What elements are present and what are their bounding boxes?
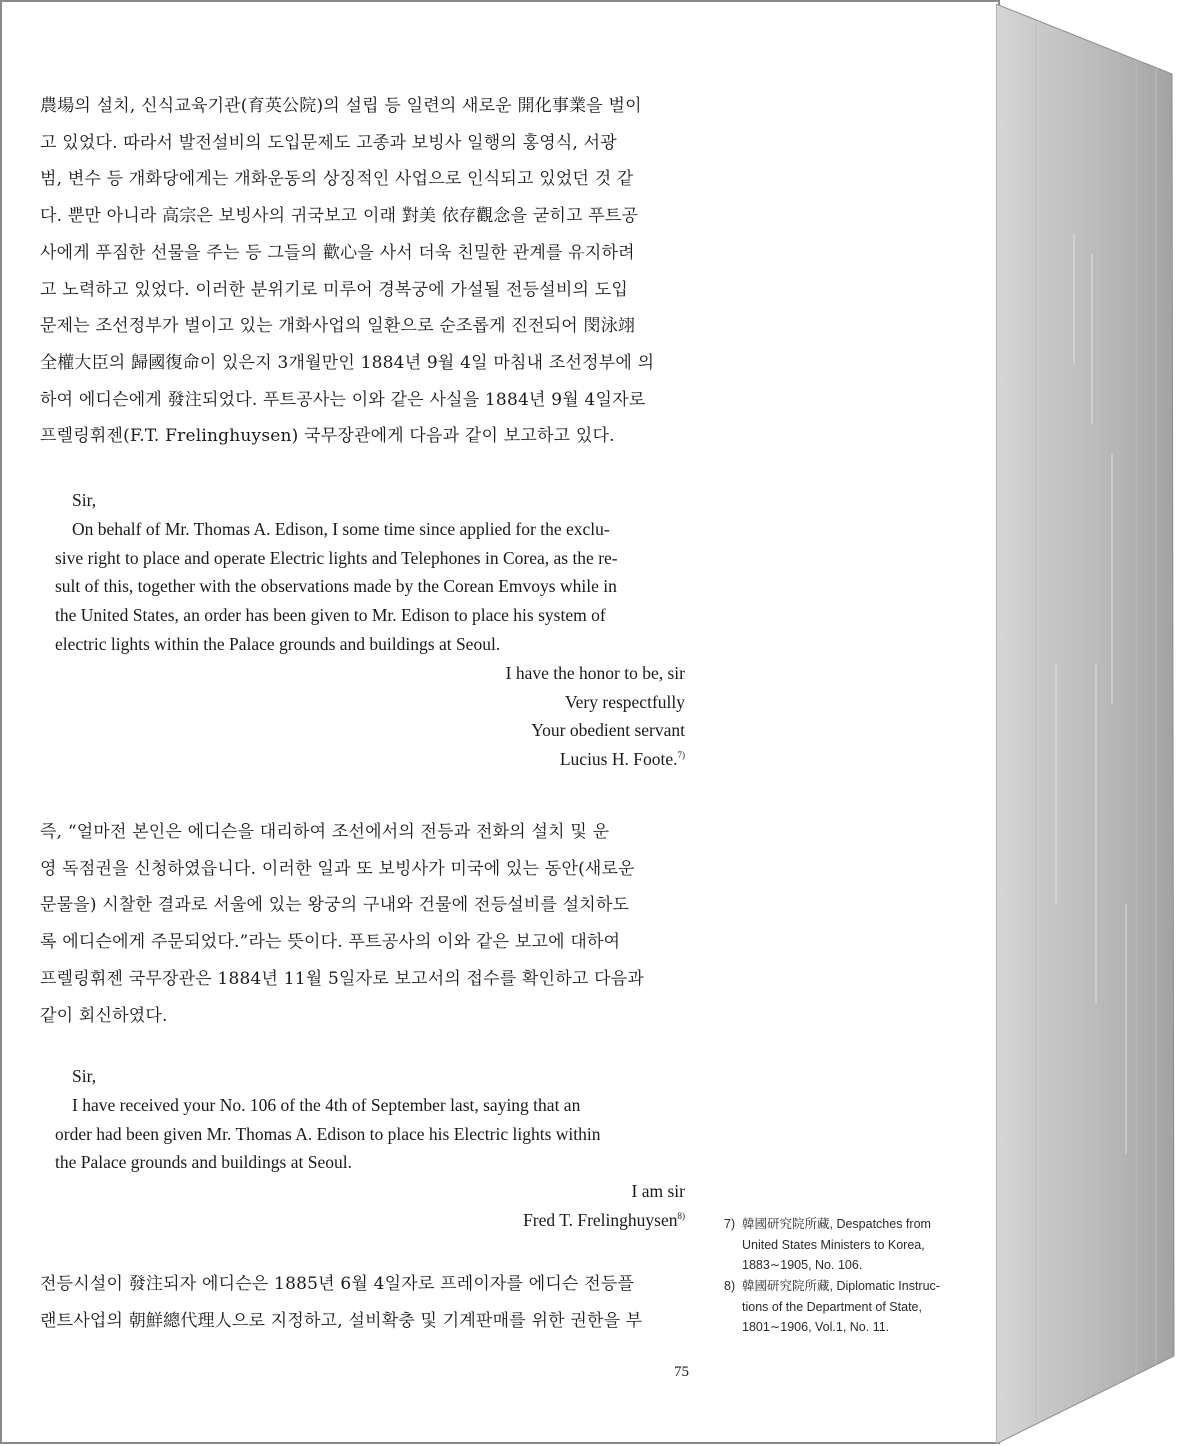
letter-body-line: order had been given Mr. Thomas A. Edison to place his Electric lights within — [55, 1123, 601, 1144]
footnote-7 — [724, 1214, 964, 1276]
footnote-text: 韓國研究院所藏, Diplomatic Instruc- — [742, 1279, 940, 1293]
signature-text: Fred T. Frelinghuysen — [523, 1209, 678, 1230]
letter-body-line: I have received your No. 106 of the 4th of September last, saying that an — [72, 1094, 581, 1115]
letter-closing: I am sir — [631, 1181, 685, 1202]
letter-closing: Your obedient servant — [531, 720, 685, 741]
letter-body-line: On behalf of Mr. Thomas A. Edison, I some time since applied for the exclu- — [72, 518, 610, 539]
footnote-ref-8: 8) — [677, 1210, 685, 1221]
letter-signature — [55, 1206, 685, 1235]
letter-body-line: sult of this, together with the observations made by the Corean Emvoys while in — [55, 576, 617, 597]
footnote-8 — [724, 1276, 964, 1338]
footnote-number: 8) — [724, 1279, 736, 1293]
book-edge-graphic — [996, 4, 1190, 1444]
footnote-text: 1883∼1905, No. 106. — [742, 1258, 863, 1272]
letter-foote — [55, 486, 685, 774]
letter-salutation: Sir, — [72, 1066, 97, 1086]
letter-closing: I have the honor to be, sir — [505, 662, 685, 683]
letter-frelinghuysen — [55, 1062, 685, 1235]
letter-body-line: the United States, an order has been given to Mr. Edison to place his system of — [55, 605, 606, 626]
footnote-number: 7) — [724, 1217, 736, 1231]
page-number: 75 — [674, 1364, 689, 1380]
korean-paragraph-3: 전등시설이 發注되자 에디슨은 1885년 6월 4일자로 프레이자를 에디슨 전등플 랜트사업의 朝鮮總代理人으로 지정하고, 설비확충 및 기계판매를 위한 권한을 부 — [40, 1274, 643, 1331]
letter-closing: Very respectfully — [564, 691, 685, 712]
footnote-text: 1801∼1906, Vol.1, No. 11. — [742, 1320, 890, 1334]
footnote-text: United States Ministers to Korea, — [742, 1237, 925, 1252]
letter-signature — [55, 745, 685, 774]
letter-body-line: sive right to place and operate Electric lights and Telephones in Corea, as the re- — [55, 547, 618, 568]
korean-paragraph-1: 農場의 설치, 신식교육기관(育英公院)의 설립 등 일련의 새로운 開化事業을 벌이 고 있었다. 따라서 발전설비의 도입문제도 고종과 보빙사 일행의 홍영식, 서광 범, 변수 등 개화당에게는 개화운동의 상징적인 사업으로 인식되고 있었던 것 같 다. 뿐만 아니라 高宗은 보빙사의 귀국보고 이래 對美 依存觀念을 굳히고 푸트공 사에게 푸짐한 선물을 주는 등 그들의 歡心을 사서 더욱 친밀한 관계를 유지하려 고 노력하고 있었다. 이러한 분위기로 미루어 경복궁에 가설될 전등설비의 도입 문제는 조선정부가 벌이고 있는 개화사업의 일환으로 순조롭게 진전되어 閔泳翊 全權大臣의 歸國復命이 있은지 3개월만인 1884년 9월 4일 마침내 조선정부에 의 하여 에디슨에게 發注되었다. 푸트공사는 이와 같은 사실을 1884년 9월 4일자로 프렐링휘젠(F.T. Frelinghuysen) 국무장관에게 다음과 같이 보고하고 있다. — [40, 96, 655, 447]
footnote-text: 韓國研究院所藏, Despatches from — [742, 1217, 931, 1231]
letter-body-line: the Palace grounds and buildings at Seoul. — [55, 1152, 352, 1173]
footnote-text: tions of the Department of State, — [742, 1299, 922, 1314]
signature-text: Lucius H. Foote. — [559, 749, 678, 770]
korean-paragraph-2: 즉, “얼마전 본인은 에디슨을 대리하여 조선에서의 전등과 전화의 설치 및 운 영 독점권을 신청하였읍니다. 이러한 일과 또 보빙사가 미국에 있는 동안(새로운 문물을) 시찰한 결과로 서울에 있는 왕궁의 구내와 건물에 전등설비를 설치하도 록 에디슨에게 주문되었다.”라는 뜻이다. 푸트공사의 이와 같은 보고에 대하여 프렐링휘젠 국무장관은 1884년 11월 5일자로 보고서의 접수를 확인하고 다음과 같이 회신하였다. — [40, 822, 644, 1026]
letter-body-line: electric lights within the Palace grounds and buildings at Seoul. — [55, 633, 501, 654]
letter-salutation: Sir, — [72, 490, 97, 510]
footnote-ref-7: 7) — [677, 750, 685, 761]
book-edge — [996, 4, 1190, 1444]
